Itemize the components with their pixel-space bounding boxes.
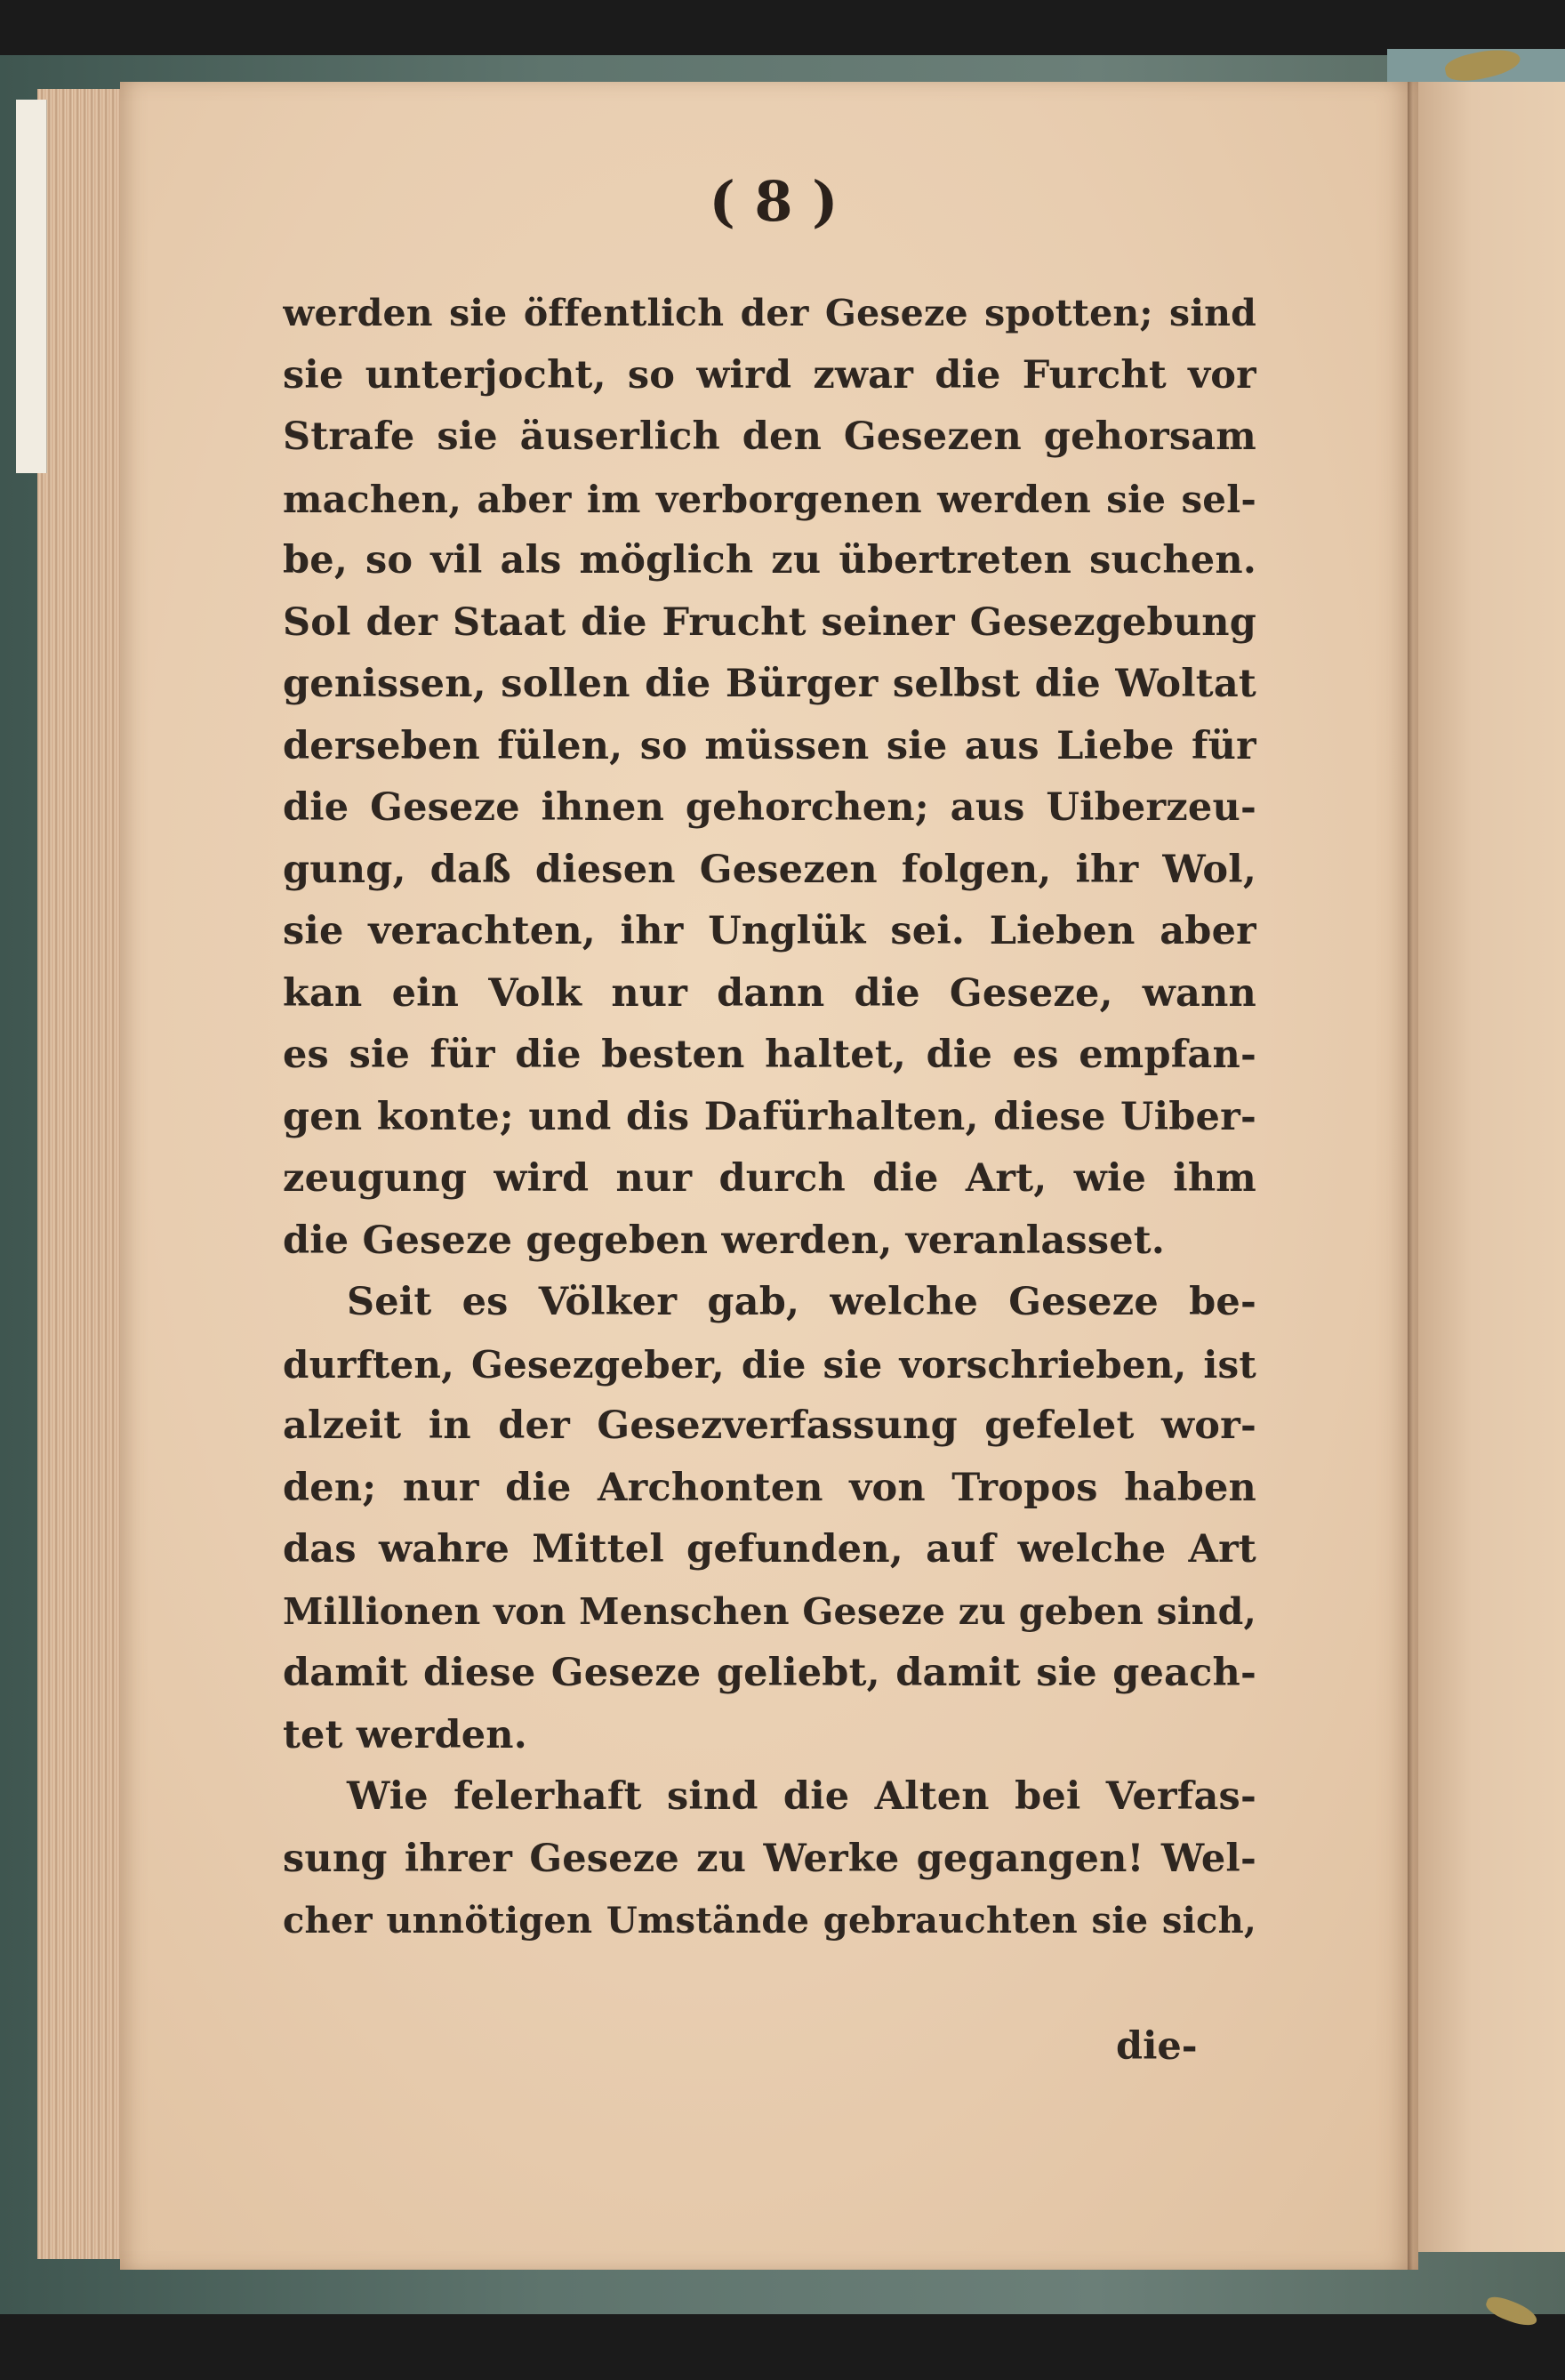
text-line: gen konte; und dis Dafürhalten, diese Uiber- (283, 1094, 1256, 1139)
page-gutter-shadow (1408, 82, 1413, 2270)
text-line: gung, daß diesen Gesezen folgen, ihr Wol, (283, 847, 1256, 892)
text-line: Sol der Staat die Frucht seiner Gesezgebung (283, 599, 1256, 645)
text-line: genissen, sollen die Bürger selbst die Woltat (283, 662, 1256, 706)
text-line: zeugung wird nur durch die Art, wie ihm (283, 1156, 1256, 1201)
text-line: das wahre Mittel gefunden, auf welche Art (283, 1527, 1256, 1572)
text-line: Seit es Völker gab, welche Geseze be- (347, 1280, 1256, 1324)
text-line: Millionen von Menschen Geseze zu geben sind, (283, 1589, 1256, 1633)
facing-page-edge (1409, 82, 1565, 2252)
paper-slip (16, 100, 47, 473)
text-line: die Geseze ihnen gehorchen; aus Uiberzeu- (283, 785, 1256, 830)
text-line: Strafe sie äuserlich den Gesezen gehorsam (283, 414, 1256, 459)
text-line: es sie für die besten haltet, die es empfan- (283, 1033, 1256, 1077)
text-line: kan ein Volk nur dann die Geseze, wann (283, 970, 1256, 1016)
text-line: cher unnötigen Umstände gebrauchten sie sich, (283, 1900, 1256, 1942)
text-line: tet werden. (283, 1712, 527, 1757)
text-line: sie unterjocht, so wird zwar die Furcht vor (283, 352, 1256, 398)
page-number: ( 8 ) (709, 169, 839, 234)
body-text (283, 283, 1256, 1952)
text-line: machen, aber im verborgenen werden sie sel- (283, 477, 1256, 521)
text-line: werden sie öffentlich der Geseze spotten; sind (283, 292, 1256, 334)
catchword: die- (1116, 2024, 1198, 2069)
text-line: be, so vil als möglich zu übertreten suchen. (283, 538, 1256, 583)
text-line: derseben fülen, so müssen sie aus Liebe für (283, 723, 1256, 768)
text-line: die Geseze gegeben werden, veranlasset. (283, 1218, 1166, 1263)
text-line: durften, Gesezgeber, die sie vorschrieben, ist (283, 1342, 1256, 1387)
text-line: Wie felerhaft sind die Alten bei Verfas- (347, 1774, 1256, 1819)
text-line: sung ihrer Geseze zu Werke gegangen! Wel- (283, 1836, 1256, 1881)
text-line: sie verachten, ihr Unglük sei. Lieben aber (283, 909, 1256, 953)
text-line: damit diese Geseze geliebt, damit sie geach- (283, 1651, 1256, 1695)
text-line: alzeit in der Gesezverfassung gefelet wor- (283, 1403, 1256, 1448)
text-line: den; nur die Archonten von Tropos haben (283, 1465, 1256, 1510)
